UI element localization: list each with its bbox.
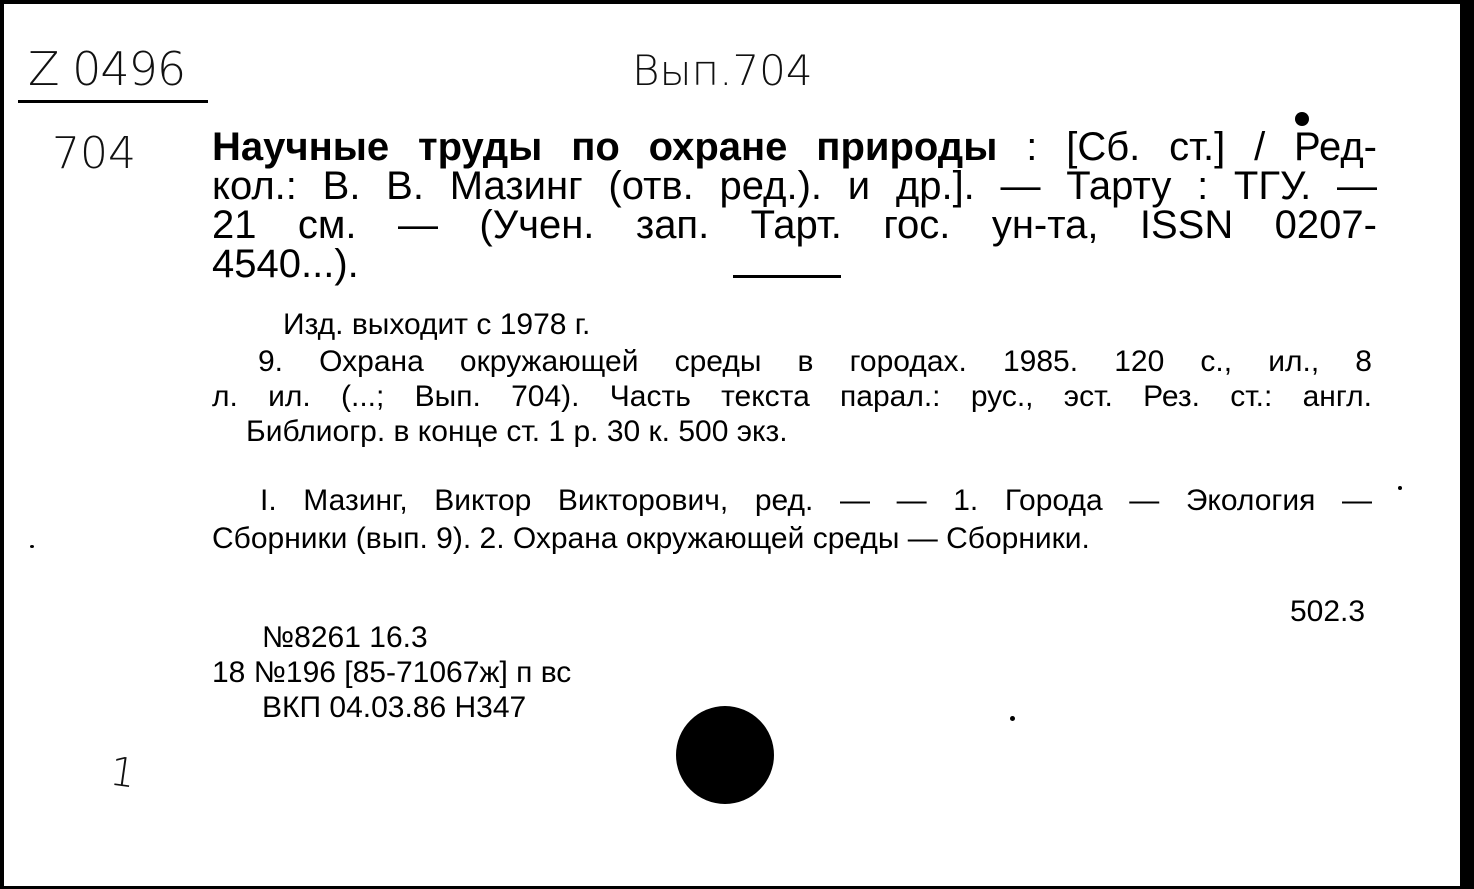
ink-dot xyxy=(1295,112,1309,126)
title-line-4: 4540...). xyxy=(212,242,359,286)
title-line-2: кол.: В. В. Мазинг (отв. ред.). и др.]. — Тарту : ТГУ. — xyxy=(212,164,1377,208)
handwritten-issue: Вып.704 xyxy=(632,46,813,95)
registry-line-3: ВКП 04.03.86 Н347 xyxy=(262,691,527,724)
registry-line-1: №8261 16.3 xyxy=(262,621,428,654)
title-line-3: 21 см. — (Учен. зап. Тарт. гос. ун-та, ISSN 0207- xyxy=(212,203,1377,247)
classification-number: 502.3 xyxy=(1290,595,1366,628)
issue-line-3: Библиогр. в конце ст. 1 р. 30 к. 500 экз. xyxy=(246,415,788,448)
registry-line-2: 18 №196 [85-71067ж] п вс xyxy=(212,656,572,689)
subject-line-1: I. Мазинг, Виктор Викторович, ред. — — 1. Города — Экология — xyxy=(260,484,1372,517)
subject-line-2: Сборники (вып. 9). 2. Охрана окружающей среды — Сборники. xyxy=(212,522,1090,555)
punch-hole xyxy=(676,706,774,804)
issue-line-2: л. ил. (...; Вып. 704). Часть текста парал.: рус., эст. Рез. ст.: англ. xyxy=(212,380,1372,413)
registry-block xyxy=(212,620,571,725)
title-line-1 xyxy=(212,125,1377,169)
published-since: Изд. выходит с 1978 г. xyxy=(283,308,591,341)
handwritten-series-code: 704 xyxy=(52,128,136,179)
speck xyxy=(1398,486,1402,490)
issue-description xyxy=(212,344,1372,449)
subject-headings xyxy=(212,482,1372,558)
title-line-1-rest: : [Сб. ст.] / Ред- xyxy=(997,125,1377,169)
speck xyxy=(30,545,34,548)
issue-line-1: 9. Охрана окружающей среды в городах. 1985. 120 с., ил., 8 xyxy=(258,345,1372,378)
pencil-underline xyxy=(733,275,841,278)
bibliographic-title xyxy=(212,125,1377,286)
handwritten-underline xyxy=(18,100,208,103)
handwritten-mark: 1 xyxy=(106,748,139,798)
speck xyxy=(1010,716,1015,721)
title-bold: Научные труды по охране природы xyxy=(212,125,998,169)
handwritten-shelf-number: Z 0496 xyxy=(28,42,186,96)
